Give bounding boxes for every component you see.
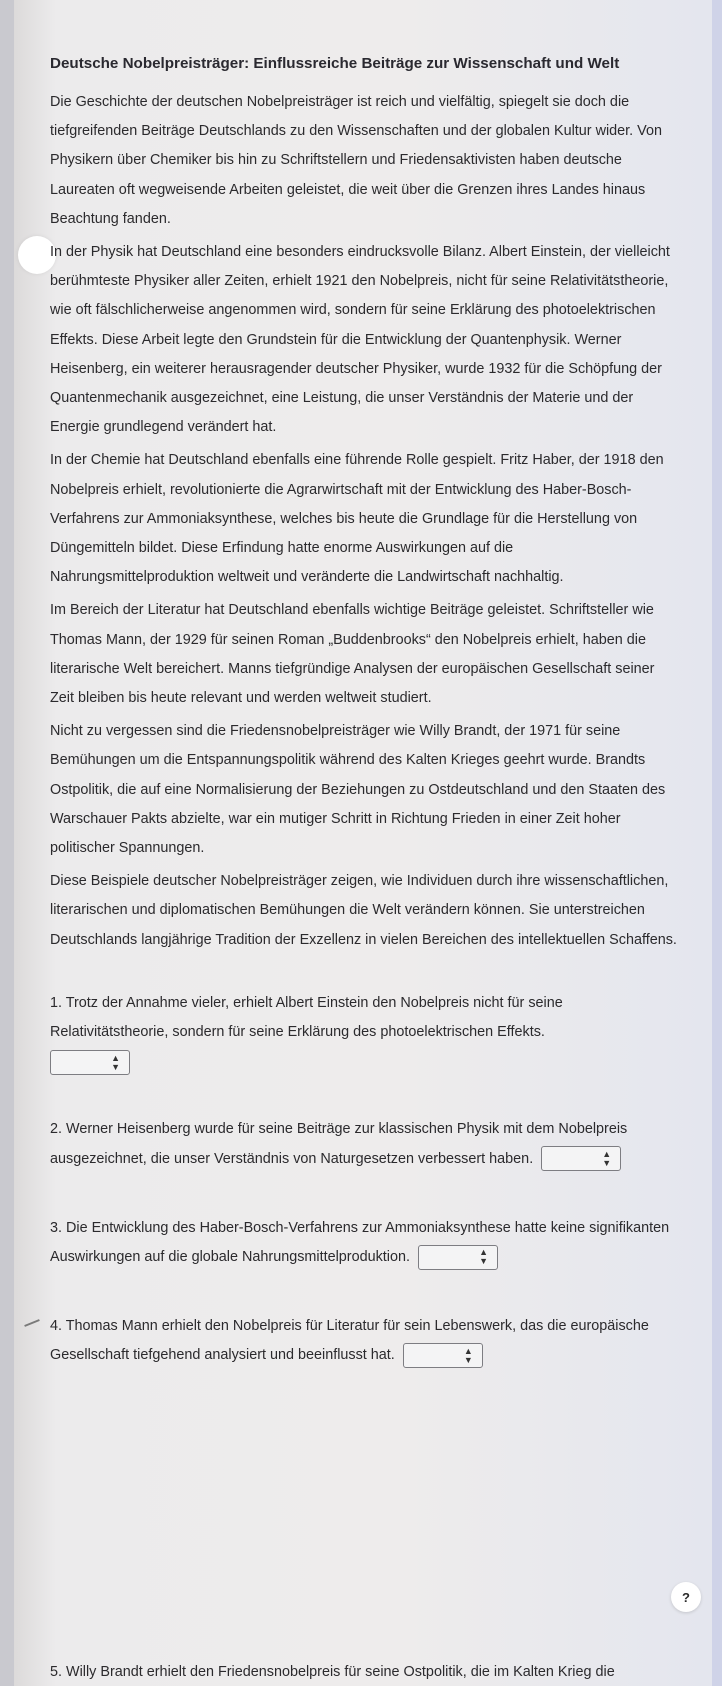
- question-item: [50, 1214, 680, 1272]
- question-text: 3. Die Entwicklung des Haber-Bosch-Verfahrens zur Ammoniaksynthese hatte keine signifikanten Auswirkungen auf die globale Nahrungsmittelproduktion.: [50, 1219, 670, 1265]
- question-item: [50, 989, 680, 1075]
- article-paragraph: Nicht zu vergessen sind die Friedensnobelpreisträger wie Willy Brandt, der 1971 für seine Bemühungen um die Entspannungspolitik während des Kalten Krieges geehrt wurde. Brandts Ostpolitik, die auf eine Normalisierung der Beziehungen zu Ostdeutschland und den Staaten des Warschauer Pakts abzielte, war ein mutiger Schritt in Richtung Frieden in einer Zeit hoher politischer Spannungen.: [50, 723, 666, 857]
- question-text: 4. Thomas Mann erhielt den Nobelpreis für Literatur für sein Lebenswerk, das die europäische Gesellschaft tiefgehend analysiert und beeinflusst hat.: [50, 1318, 649, 1364]
- article-paragraph: Diese Beispiele deutscher Nobelpreisträger zeigen, wie Individuen durch ihre wissenschaftlichen, literarischen und diplomatischen Bemühungen die Welt verändern können. Sie unterstreichen Deutschlands langjährige Tradition der Exzellenz in vielen Bereichen des intellektuellen Schaffens.: [50, 873, 677, 948]
- question-text: 1. Trotz der Annahme vieler, erhielt Albert Einstein den Nobelpreis nicht für seine Relativitätstheorie, sondern für seine Erklärung des photoelektrischen Effekts.: [50, 994, 563, 1041]
- answer-select-4[interactable]: [403, 1343, 483, 1368]
- select-arrows-icon: ▲ ▼: [479, 1247, 488, 1267]
- select-arrows-icon: ▲ ▼: [602, 1148, 612, 1168]
- article-paragraph: Im Bereich der Literatur hat Deutschland ebenfalls wichtige Beiträge geleistet. Schriftsteller wie Thomas Mann, der 1929 für seinen Roman „Buddenbrooks“ den Nobelpreis erhielt, haben die literarische Welt bereichert. Manns tiefgründige Analysen der europäischen Gesellschaft seiner Zeit bleiben bis heute relevant und werden weltweit studiert.: [50, 602, 655, 707]
- article-paragraph: In der Chemie hat Deutschland ebenfalls eine führende Rolle gespielt. Fritz Haber, der 1918 den Nobelpreis erhielt, revolutionierte die Agrarwirtschaft mit der Entwicklung des Haber-Bosch-Verfahrens zur Ammoniaksynthese, welches bis heute die Grundlage für die Herstellung von Düngemitteln bildet. Diese Erfindung hatte enorme Auswirkungen auf die Nahrungsmittelproduktion weltweit und veränderte die Landwirtschaft nachhaltig.: [50, 452, 664, 586]
- question-text: 2. Werner Heisenberg wurde für seine Beiträge zur klassischen Physik mit dem Nobelpreis ausgezeichnet, die unser Verständnis von Naturgesetzen verbessert haben.: [50, 1121, 628, 1167]
- article-paragraph: Die Geschichte der deutschen Nobelpreisträger ist reich und vielfältig, spiegelt sie doch die tiefgreifenden Beiträge Deutschlands zu den Wissenschaften und der globalen Kultur wider. Von Physikern über Chemiker bis hin zu Schriftstellern und Friedensaktivisten haben deutsche Laureaten oft wegweisende Arbeiten geleistet, die weit über die Grenzen ihres Landes hinaus Beachtung fanden.: [50, 94, 662, 227]
- question-item-cut: [50, 1658, 690, 1686]
- answer-select-1[interactable]: [50, 1050, 130, 1075]
- question-text: 5. Willy Brandt erhielt den Friedensnobelpreis für seine Ostpolitik, die im Kalten Krieg die: [50, 1664, 615, 1680]
- question-item: [50, 1115, 680, 1173]
- article-title: Deutsche Nobelpreisträger: Einflussreiche Beiträge zur Wissenschaft und Welt: [50, 55, 620, 72]
- select-arrows-icon: ▲ ▼: [463, 1345, 473, 1365]
- article-paragraph: In der Physik hat Deutschland eine besonders eindrucksvolle Bilanz. Albert Einstein, der vielleicht berühmteste Physiker aller Zeiten, erhielt 1921 den Nobelpreis, nicht für seine Relativitätstheorie, wie oft fälschlicherweise angenommen wird, sondern für seine Erklärung des photoelektrischen Effekts. Diese Arbeit legte den Grundstein für die Entwicklung der Quantenphysik. Werner Heisenberg, ein weiterer herausragender deutscher Physiker, wurde 1932 für die Schöpfung der Quantenmechanik ausgezeichnet, eine Leistung, die unser Verständnis der Materie und der Energie grundlegend verändert hat.: [50, 244, 670, 436]
- answer-select-3[interactable]: [418, 1245, 498, 1270]
- help-icon: ?: [682, 1589, 690, 1605]
- question-item: [50, 1312, 680, 1370]
- article: [50, 52, 680, 1411]
- answer-select-2[interactable]: [541, 1146, 621, 1171]
- select-arrows-icon: ▲ ▼: [111, 1052, 120, 1072]
- question-list: [50, 989, 680, 1371]
- help-button[interactable]: [671, 1582, 701, 1612]
